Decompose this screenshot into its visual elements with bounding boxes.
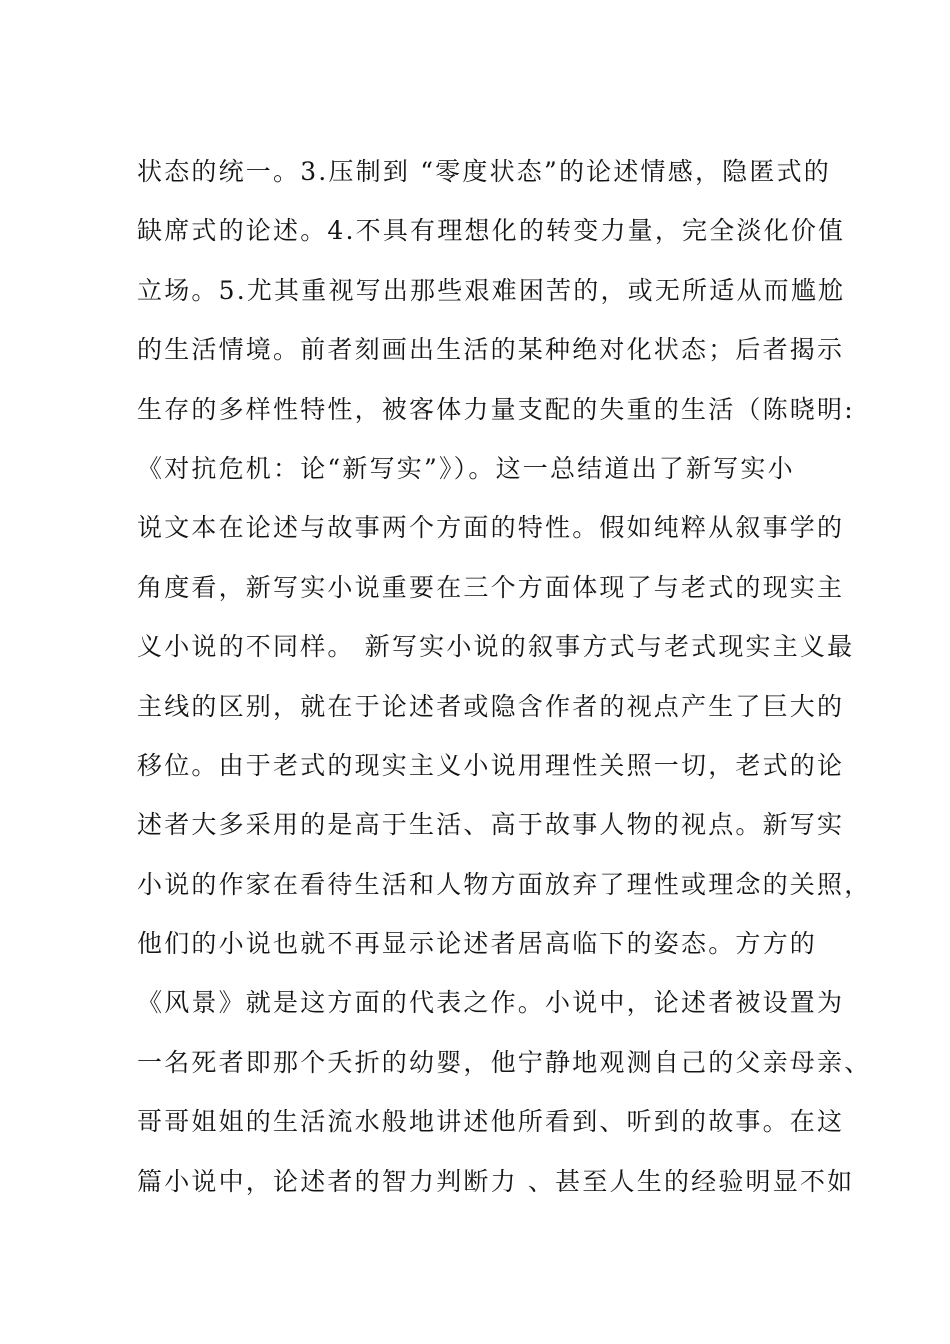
text-line: 述者大多采用的是高于生活、高于故事人物的视点。新写实 <box>137 810 845 840</box>
text-line: 义小说的不同样。 新写实小说的叙事方式与老式现实主义最 <box>137 632 855 662</box>
text-line: 他们的小说也就不再显示论述者居高临下的姿态。方方的 <box>137 929 818 959</box>
text-line: 生存的多样性特性，被客体力量支配的失重的生活（陈晓明: <box>137 394 855 424</box>
text-line: 一名死者即那个夭折的幼婴，他宁静地观测自己的父亲母亲、 <box>137 1047 872 1077</box>
text-line: 主线的区别，就在于论述者或隐含作者的视点产生了巨大的 <box>137 691 845 721</box>
text-line: 的生活情境。前者刻画出生活的某种绝对化状态；后者揭示 <box>137 335 845 365</box>
text-line: 立场。5.尤其重视写出那些艰难困苦的，或无所适从而尴尬 <box>137 275 846 305</box>
text-line: 状态的统一。3.压制到 “零度状态”的论述情感，隐匿式的 <box>137 157 831 186</box>
text-line: 移位。由于老式的现实主义小说用理性关照一切，老式的论 <box>137 750 845 780</box>
text-line: 《对抗危机：论“新写实”》）。这一总结道出了新写实小 <box>137 453 795 483</box>
text-line: 小说的作家在看待生活和人物方面放弃了理性或理念的关照， <box>137 869 872 899</box>
text-line: 说文本在论述与故事两个方面的特性。假如纯粹从叙事学的 <box>137 513 845 543</box>
text-line: 哥哥姐姐的生活流水般地讲述他所看到、听到的故事。在这 <box>137 1107 845 1137</box>
text-line: 篇小说中，论述者的智力判断力 、甚至人生的经验明显不如 <box>137 1166 855 1196</box>
text-line: 角度看，新写实小说重要在三个方面体现了与老式的现实主 <box>137 572 845 602</box>
text-line: 缺席式的论述。4.不具有理想化的转变力量，完全淡化价值 <box>137 216 846 246</box>
text-line: 《风景》就是这方面的代表之作。小说中，论述者被设置为 <box>137 988 845 1018</box>
body-text <box>137 152 872 1221</box>
